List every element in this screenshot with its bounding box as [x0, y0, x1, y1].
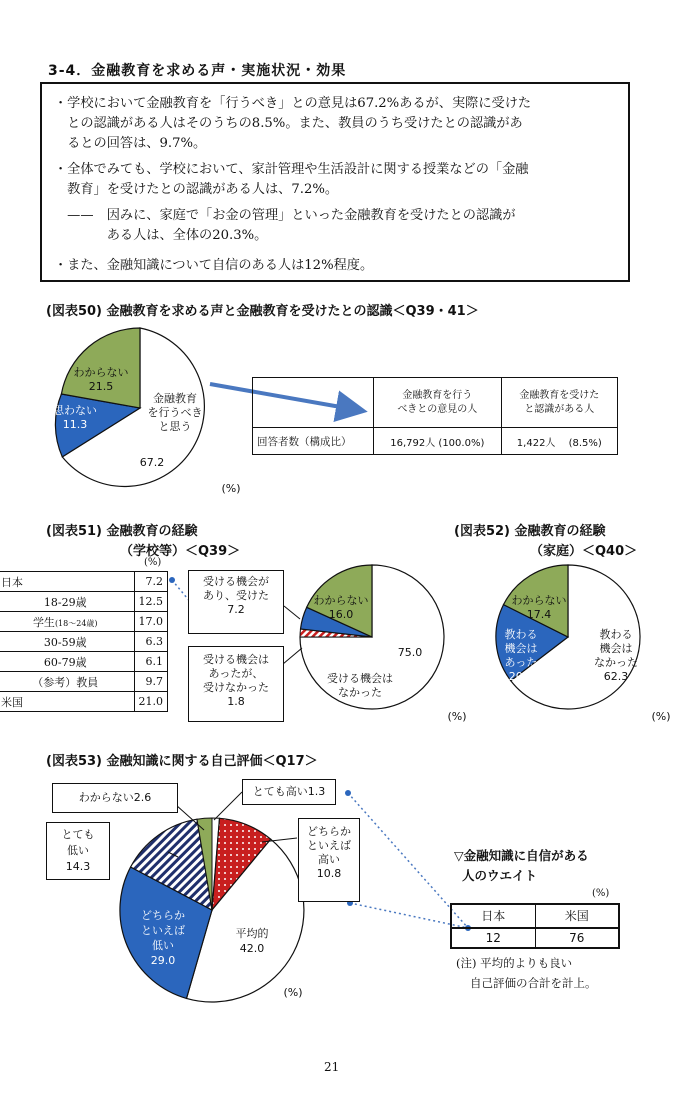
table-cell: 6.3 [134, 632, 168, 652]
summary-line: —— 因みに、家庭で「お金の管理」といった金融教育を受けたとの認識が [54, 208, 516, 223]
fig50-label-yes: 金融教育 を行うべき と思う [147, 392, 203, 433]
confidence-table [450, 903, 620, 949]
fig51-title: (図表51) 金融教育の経験 [46, 524, 198, 539]
fig52-unit: (%) [651, 710, 671, 723]
table-cell: 76 [535, 928, 619, 948]
fig51-pie-unit: (%) [447, 710, 467, 723]
fig52-label-no: 教わる 機会は なかった 62.3 [594, 628, 638, 683]
table-cell: 17.0 [134, 612, 168, 632]
table-row-label: 30-59歳 [0, 632, 134, 652]
fig53-title: (図表53) 金融知識に関する自己評価＜Q17＞ [46, 754, 318, 769]
table-cell: 1,422人 (8.5%) [501, 428, 617, 455]
confidence-note: 自己評価の合計を計上。 [470, 976, 597, 990]
summary-line: との認識がある人はそのうちの8.5%。また、教員のうち受けたとの認識があ [54, 116, 523, 131]
table-header: 金融教育を行う べきとの意見の人 [374, 378, 502, 428]
fig51-unit: (%) [144, 557, 162, 568]
table-cell: 12.5 [134, 592, 168, 612]
table-header: 金融教育を受けた と認識がある人 [501, 378, 617, 428]
fig53-callout-dochira-takai: どちらか といえば 高い 10.8 [298, 818, 360, 902]
summary-line: るとの回答は、9.7%。 [54, 136, 207, 151]
confidence-title: ▽金融知識に自信がある [454, 848, 589, 863]
fig53-callout-totemo-takai: とても高い1.3 [242, 779, 336, 805]
fig50-label-omowanai: 思わない 11.3 [53, 404, 97, 431]
summary-line: ある人は、全体の20.3%。 [54, 228, 268, 243]
table-row-label: 18-29歳 [0, 592, 134, 612]
table-header: 米国 [535, 904, 619, 928]
table-cell: 16,792人 (100.0%) [374, 428, 502, 455]
fig51-label-no: 受ける機会は なかった [327, 672, 393, 699]
table-cell: 12 [451, 928, 535, 948]
fig51-table [0, 571, 168, 712]
section-title: 3-4．金融教育を求める声・実施状況・効果 [48, 63, 347, 79]
fig53-label-dochira-hikui: どちらか といえば 低い 29.0 [141, 909, 185, 967]
fig52-label-wakaranai: わからない 17.4 [511, 594, 567, 621]
fig53-unit: (%) [283, 986, 303, 999]
fig53-callout-wakaranai: わからない2.6 [52, 783, 178, 813]
fig53-label-heikin: 平均的 42.0 [235, 927, 269, 955]
confidence-note: (注) 平均的よりも良い [456, 956, 573, 970]
confidence-subtitle: 人のウエイト [462, 868, 538, 883]
summary-line: ・学校において金融教育を「行うべき」との意見は67.2%あるが、実際に受けた [54, 96, 532, 111]
fig51-label-wakaranai: わからない 16.0 [313, 594, 369, 621]
page-number: 21 [324, 1060, 340, 1074]
table-cell: 21.0 [134, 692, 168, 712]
fig50-unit: (%) [221, 482, 241, 495]
fig52-title: (図表52) 金融教育の経験 [454, 524, 606, 539]
table-cell: 7.2 [134, 572, 168, 592]
table-cell: 6.1 [134, 652, 168, 672]
table-row-label: （参考）教員 [0, 672, 134, 692]
table-header: 日本 [451, 904, 535, 928]
table-row-label: 学生(18～24歳) [0, 612, 134, 632]
summary-line: 教育」を受けたとの認識がある人は、7.2%。 [54, 182, 339, 197]
fig52-subtitle: （家庭）＜Q40＞ [530, 544, 638, 559]
fig51-subtitle: （学校等）＜Q39＞ [120, 544, 241, 559]
fig50-value-yes: 67.2 [139, 456, 165, 469]
fig51-callout-received: 受ける機会が あり、受けた 7.2 [188, 570, 284, 634]
table-empty-cell [253, 378, 374, 428]
table-cell: 9.7 [134, 672, 168, 692]
table-row-label: 60-79歳 [0, 652, 134, 672]
fig50-label-wakaranai: わからない 21.5 [73, 366, 129, 393]
fig53-callout-totemo-hikui: とても 低い 14.3 [46, 822, 110, 880]
table-row-label: 米国 [0, 692, 134, 712]
summary-line: ・また、金融知識について自信のある人は12%程度。 [54, 258, 374, 273]
summary-line: ・全体でみても、学校において、家計管理や生活設計に関する授業などの「金融 [54, 162, 529, 177]
table-row-label: 日本 [0, 572, 134, 592]
fig51-callout-not-received: 受ける機会は あったが、 受けなかった 1.8 [188, 646, 284, 722]
fig50-title: (図表50) 金融教育を求める声と金融教育を受けたとの認識＜Q39・41＞ [46, 304, 479, 319]
confidence-unit: (%) [592, 888, 610, 899]
fig50-table [252, 377, 618, 455]
fig51-value-no: 75.0 [397, 646, 423, 659]
fig52-label-yes: 教わる 機会は あった 20.3 [504, 628, 538, 683]
table-row-label: 回答者数（構成比） [253, 428, 374, 455]
